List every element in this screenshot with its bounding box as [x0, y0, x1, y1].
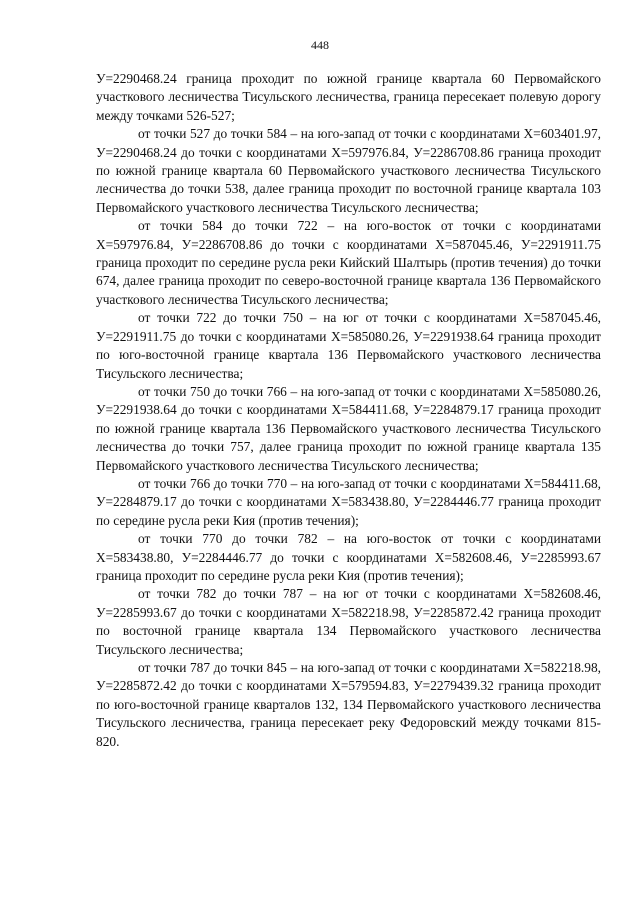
paragraph: от точки 782 до точки 787 – на юг от точки с координатами Х=582608.46, У=2285993.67 до точки с координатами Х=582218.98, У=2285872.42 граница проходит по восточной границе квартала 134 Первомайского участкового лесничества Тисульского лесничества;: [96, 586, 601, 657]
document-body: [96, 70, 601, 751]
paragraph: от точки 787 до точки 845 – на юго-запад от точки с координатами Х=582218.98, У=2285872.42 до точки с координатами Х=579594.83, У=2279439.32 граница проходит по юго-восточной границе кварталов 132, 134 Первомайского участкового лесничества Тисульского лесничества, граница пересекает реку Федоровский между точками 815-820.: [96, 660, 601, 749]
paragraph: от точки 766 до точки 770 – на юго-запад от точки с координатами Х=584411.68, У=2284879.17 до точки с координатами Х=583438.80, У=2284446.77 граница проходит по середине русла реки Кия (против течения);: [96, 475, 601, 528]
paragraph: от точки 584 до точки 722 – на юго-восток от точки с координатами Х=597976.84, У=2286708.86 до точки с координатами Х=587045.46, У=2291911.75 граница проходит по середине русла реки Кийский Шалтырь (против течения) до точки 674, далее граница проходит по северо-восточной границе квартала 136 Первомайского участкового лесничества Тисульского лесничества;: [96, 218, 601, 307]
paragraph: от точки 770 до точки 782 – на юго-восток от точки с координатами Х=583438.80, У=2284446.77 до точки с координатами Х=582608.46, У=2285993.67 граница проходит по середине русла реки Кия (против течения);: [96, 531, 601, 583]
paragraph: от точки 527 до точки 584 – на юго-запад от точки с координатами Х=603401.97, У=2290468.24 до точки с координатами Х=597976.84, У=2286708.86 граница проходит по южной границе квартала 60 Первомайского участкового лесничества Тисульского лесничества до точки 538, далее граница проходит по восточной границе квартала 103 Первомайского участкового лесничества Тисульского лесничества;: [96, 126, 601, 215]
paragraph: У=2290468.24 граница проходит по южной границе квартала 60 Первомайского участкового лесничества Тисульского лесничества, граница пересекает полевую дорогу между точками 526-527;: [96, 71, 601, 123]
paragraph: от точки 722 до точки 750 – на юг от точки с координатами Х=587045.46, У=2291911.75 до точки с координатами Х=585080.26, У=2291938.64 граница проходит по юго-восточной границе квартала 136 Первомайского участкового лесничества Тисульского лесничества;: [96, 310, 601, 381]
paragraph: от точки 750 до точки 766 – на юго-запад от точки с координатами Х=585080.26, У=2291938.64 до точки с координатами Х=584411.68, У=2284879.17 граница проходит по южной границе квартала 136 Первомайского участкового лесничества Тисульского лесничества до точки 757, далее граница проходит по южной границе квартала 135 Первомайского участкового лесничества Тисульского лесничества;: [96, 383, 601, 473]
page-number: 448: [311, 38, 329, 52]
